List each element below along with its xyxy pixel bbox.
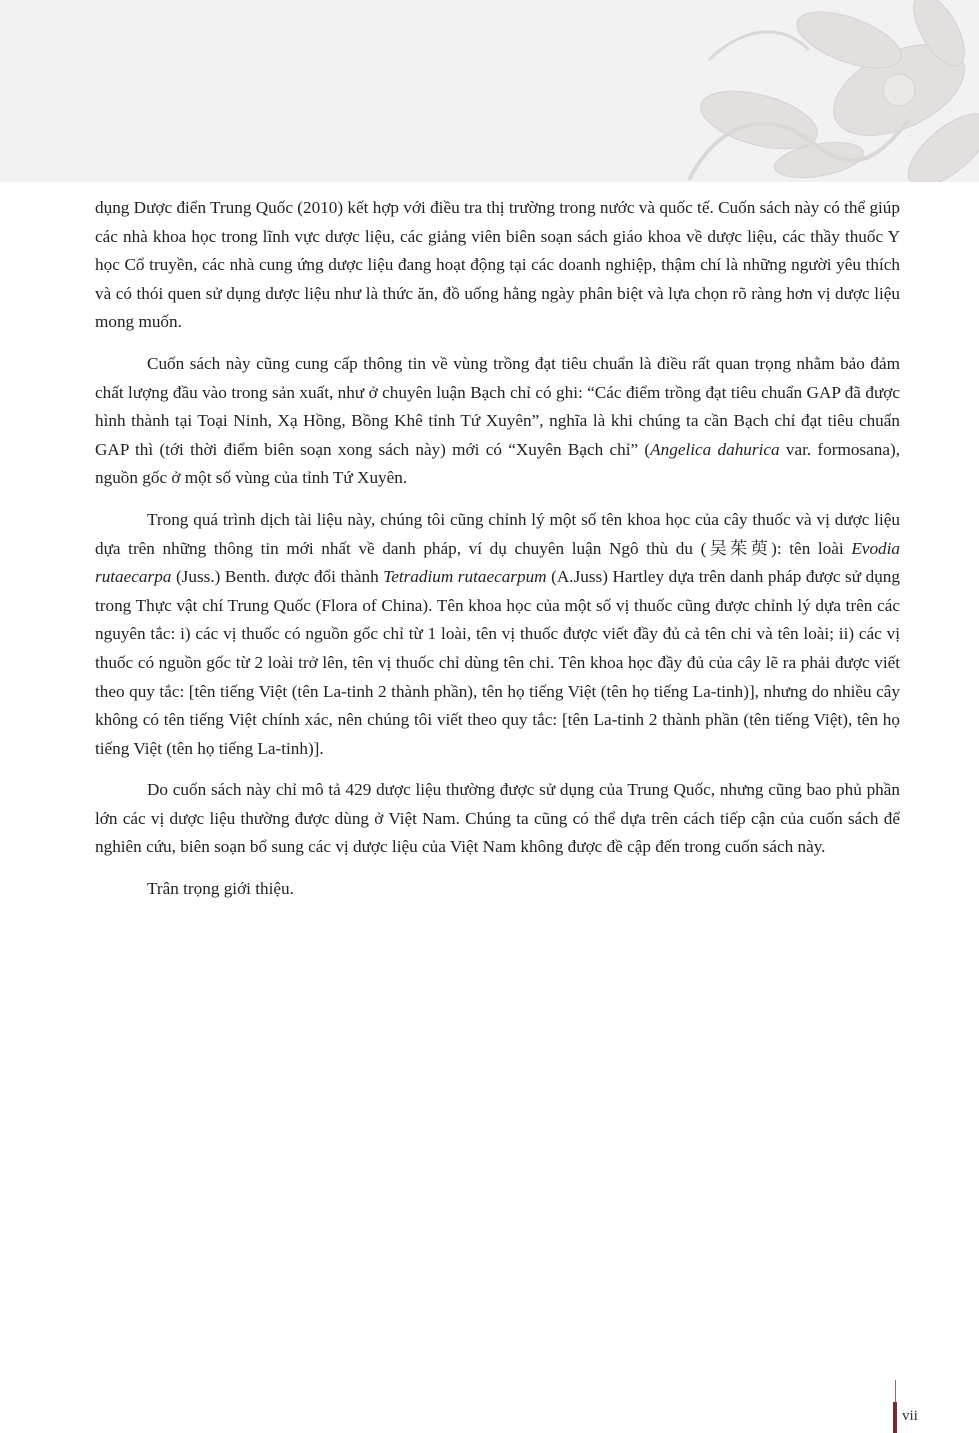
paragraph <box>95 506 900 763</box>
paragraph: Do cuốn sách này chỉ mô tả 429 dược liệu thường được sử dụng của Trung Quốc, nhưng cũng bao phủ phần lớn các vị dược liệu thường được dùng ở Việt Nam. Chúng ta cũng có thể dựa trên cách tiếp cận của cuốn sách để nghiên cứu, biên soạn bổ sung các vị dược liệu của Việt Nam không được đề cập đến trong cuốn sách này. <box>95 780 900 857</box>
paragraph: dụng Dược điển Trung Quốc (2010) kết hợp với điều tra thị trường trong nước và quốc tế. Cuốn sách này có thể giúp các nhà khoa học trong lĩnh vực dược liệu, các giảng viên biên soạn sách giáo khoa về dược liệu, các thầy thuốc Y học Cổ truyền, các nhà cung ứng dược liệu đang hoạt động tại các doanh nghiệp, thậm chí là những người yêu thích và có thói quen sử dụng dược liệu như là thức ăn, đồ uống hằng ngày phân biệt và lựa chọn rõ ràng hơn vị dược liệu mong muốn. <box>95 198 900 332</box>
floral-ornament-icon <box>649 0 979 182</box>
text-run: (Juss.) Benth. được đổi thành <box>171 567 384 587</box>
body-text <box>95 194 900 917</box>
text-run: var. formosana), nguồn gốc ở một số vùng của tỉnh Tứ Xuyên. <box>95 439 900 488</box>
header-band <box>0 0 979 182</box>
closing-line: Trân trọng giới thiệu. <box>147 879 294 899</box>
scientific-name: Angelica dahurica <box>650 439 780 459</box>
paragraph <box>95 350 900 493</box>
page-marker <box>893 1402 897 1433</box>
page-number: vii <box>902 1408 918 1424</box>
text-run: Cuốn sách này cũng cung cấp thông tin về vùng trồng đạt tiêu chuẩn là điều rất quan trọng nhằm bảo đảm chất lượng đầu vào trong sản xuất, như ở chuyên luận Bạch chỉ có ghi: “Các điểm trồng đạt tiêu chuẩn GAP đã được hình thành tại Toại Ninh, Xạ Hồng, Bồng Khê tỉnh Tứ Xuyên”, nghĩa là khi chúng ta cần Bạch chỉ đạt tiêu chuẩn GAP thì (tới thời điểm biên soạn xong sách này) mới có “Xuyên Bạch chỉ” ( <box>95 353 900 459</box>
scientific-name: Evodia rutaecarpa <box>95 538 900 587</box>
text-run: (A.Juss) Hartley dựa trên danh pháp được sử dụng trong Thực vật chí Trung Quốc (Flora of China). Tên khoa học của một số vị thuốc cũng được chỉnh lý dựa trên các nguyên tắc: i) các vị thuốc có nguồn gốc chỉ từ 1 loài, tên vị thuốc được viết đầy đủ cả tên chi và tên loài; ii) các vị thuốc có nguồn gốc từ 2 loài trở lên, tên vị thuốc chỉ dùng tên chi. Tên khoa học đầy đủ của cây lẽ ra phải được viết theo quy tắc: [tên tiếng Việt (tên La-tinh 2 thành phần), tên họ tiếng Việt (tên họ tiếng La-tinh)], nhưng do nhiều cây không có tên tiếng Việt chính xác, nên chúng tôi viết theo quy tắc: [tên La-tinh 2 thành phần (tên tiếng Việt), tên họ tiếng Việt (tên họ tiếng La-tinh)]. <box>95 567 900 758</box>
scientific-name: Tetradium rutaecarpum <box>383 567 547 587</box>
text-run: Trong quá trình dịch tài liệu này, chúng tôi cũng chỉnh lý một số tên khoa học của cây thuốc và vị dược liệu dựa trên những thông tin mới nhất về danh pháp, ví dụ chuyên luận Ngô thù du (吴茱萸): tên loài <box>95 509 900 558</box>
